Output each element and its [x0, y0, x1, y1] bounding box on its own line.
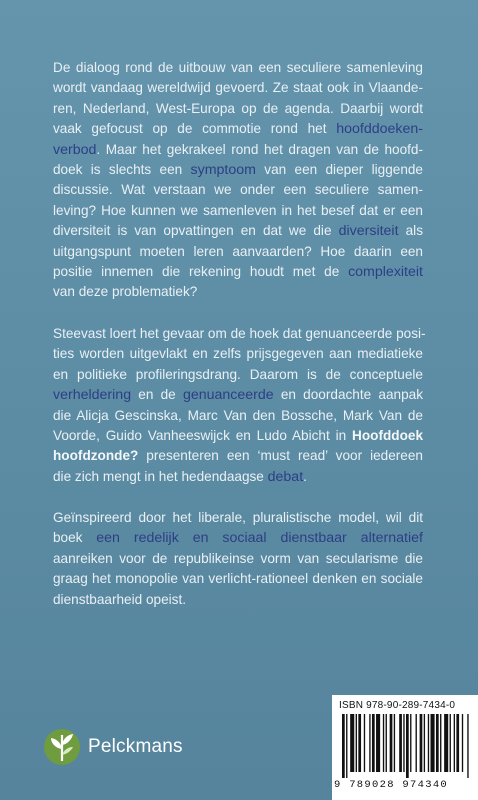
text-segment: en doordachte aanpak	[273, 387, 424, 403]
barcode-bar	[376, 714, 380, 772]
text-segment: De dialoog rond de uitbouw van een seculiere samenleving	[53, 60, 423, 75]
text-line	[53, 180, 423, 200]
barcode-bar	[444, 714, 448, 772]
text-segment: en de	[131, 387, 183, 403]
barcode-bar	[420, 714, 423, 772]
text-line	[53, 221, 423, 241]
text-segment: Geïnspireerd door het liberale, pluralistische model, wil dit	[53, 510, 423, 525]
highlighted-term: debat	[267, 468, 304, 485]
text-segment: Voorde, Guido Vanheeswijck en Ludo Abicht in	[53, 428, 353, 444]
text-segment: positie innemen die rekening houdt met de	[53, 264, 349, 280]
text-segment: discussie. Wat verstaan we onder een seculiere samen-	[53, 182, 423, 198]
barcode-bar	[403, 714, 404, 772]
text-segment: presenteren een ‘must read’ voor iedereen	[138, 448, 423, 464]
text-segment: van een dieper liggende	[255, 162, 423, 178]
barcode-bar	[364, 714, 365, 772]
barcode-bar	[386, 714, 387, 772]
barcode-bar	[424, 714, 425, 772]
text-line	[53, 58, 423, 78]
highlighted-term: complexiteit	[348, 264, 423, 281]
barcode-bar	[342, 714, 345, 778]
barcode-bar	[416, 714, 417, 772]
text-line	[53, 324, 426, 344]
text-line	[53, 467, 423, 487]
text-line	[53, 242, 423, 262]
barcode-bar	[390, 714, 393, 772]
text-segment: als	[398, 223, 423, 239]
highlighted-term: verheldering	[53, 387, 132, 404]
barcode-bar	[436, 714, 439, 772]
barcode-bar	[394, 714, 395, 772]
text-segment: . Maar het gekrakeel rond het dragen van de hoofd-	[96, 141, 423, 157]
text-line	[53, 282, 423, 302]
text-line	[53, 385, 423, 405]
text-segment: dienstbaarheid opeist.	[53, 591, 187, 607]
barcode-bar	[431, 714, 435, 772]
text-line	[53, 549, 423, 569]
text-segment: graag het monopolie van verlicht-rationeel denken en sociale	[53, 571, 423, 587]
text-line	[53, 99, 423, 119]
text-line	[53, 201, 423, 221]
barcode-bar	[428, 714, 429, 772]
barcode-bar	[456, 714, 459, 772]
barcode-bar	[462, 714, 463, 772]
text-segment: uitgangspunt moeten leren aanvaarden? Hoe daarin een	[53, 243, 423, 259]
barcode-bars	[342, 714, 470, 778]
barcode	[332, 695, 478, 800]
text-segment: leving? Hoe kunnen we samenleven in het besef dat er een	[53, 202, 423, 218]
text-segment: ren, Nederland, West-Europa op de agenda. Daarbij wordt	[53, 100, 423, 116]
text-line	[53, 590, 423, 610]
text-segment: diversiteit is van opvattingen en dat we die	[53, 223, 339, 239]
book-title: Hoofddoek	[352, 428, 423, 444]
text-segment: die zich mengt in het hedendaagse	[53, 468, 268, 484]
barcode-bar	[410, 714, 411, 772]
barcode-bar	[467, 714, 468, 778]
text-line	[53, 119, 423, 139]
paragraph-3	[53, 508, 423, 610]
text-line	[53, 365, 423, 385]
barcode-bar	[450, 714, 451, 772]
barcode-bar	[358, 714, 361, 772]
highlighted-term: symptoom	[190, 162, 256, 179]
text-segment: aanreiken voor de republikeinse vorm van secularisme die	[53, 550, 423, 566]
barcode-digits: 9 789028 974340	[334, 779, 449, 791]
barcode-bar	[346, 714, 347, 778]
text-segment: van deze problematiek?	[53, 284, 198, 300]
text-line	[53, 262, 423, 282]
text-segment: en politieke profileringsdrang. Daarom is de conceptuele	[53, 366, 423, 382]
text-line	[53, 406, 423, 426]
barcode-bar	[372, 714, 375, 772]
text-line	[53, 508, 423, 528]
text-line	[53, 160, 423, 180]
text-segment: vaak gefocust op de commotie rond het	[53, 121, 337, 137]
text-segment: ties worden uitgevlakt en zelfs prijsgegeven aan mediatieke	[53, 346, 423, 362]
highlighted-term: diversiteit	[338, 223, 399, 240]
barcode-bar	[383, 714, 384, 772]
text-line	[53, 344, 423, 364]
text-line	[53, 140, 423, 160]
publisher-name: Pelckmans	[88, 736, 183, 757]
barcode-bar	[454, 714, 455, 772]
text-segment: wordt vandaag wereldwijd gevoerd. Ze staat ook in Vlaande-	[53, 80, 423, 96]
highlighted-term: hoofddoeken-	[336, 121, 423, 138]
highlighted-term: een redelijk en sociaal dienstbaar alternatief	[96, 530, 423, 547]
text-line	[53, 426, 423, 446]
text-line	[53, 78, 423, 98]
barcode-bar	[356, 714, 357, 772]
highlighted-term: verbod	[53, 141, 97, 158]
paragraph-1	[53, 58, 423, 303]
barcode-bar	[369, 714, 370, 772]
text-segment: boek	[53, 530, 97, 546]
barcode-bar	[350, 714, 354, 772]
text-line	[53, 569, 423, 589]
text-line	[53, 528, 423, 548]
isbn-label: ISBN 978-90-289-7434-0	[339, 700, 456, 711]
publisher-logo	[42, 727, 183, 767]
barcode-bar	[406, 714, 409, 778]
leaf-icon	[42, 727, 82, 767]
text-line	[53, 446, 423, 466]
highlighted-term: genuanceerde	[182, 387, 274, 404]
text-segment: die Alicja Gescinska, Marc Van den Bossche, Mark Van de	[53, 407, 423, 423]
text-segment: .	[303, 468, 307, 484]
text-segment: Steevast loert het gevaar om de hoek dat genuanceerde posi-	[53, 326, 426, 341]
book-title: hoofdzonde?	[53, 448, 139, 464]
paragraph-2	[53, 324, 426, 487]
barcode-bar	[399, 714, 402, 772]
barcode-bar	[440, 714, 441, 772]
text-segment: doek is slechts een	[53, 162, 191, 178]
